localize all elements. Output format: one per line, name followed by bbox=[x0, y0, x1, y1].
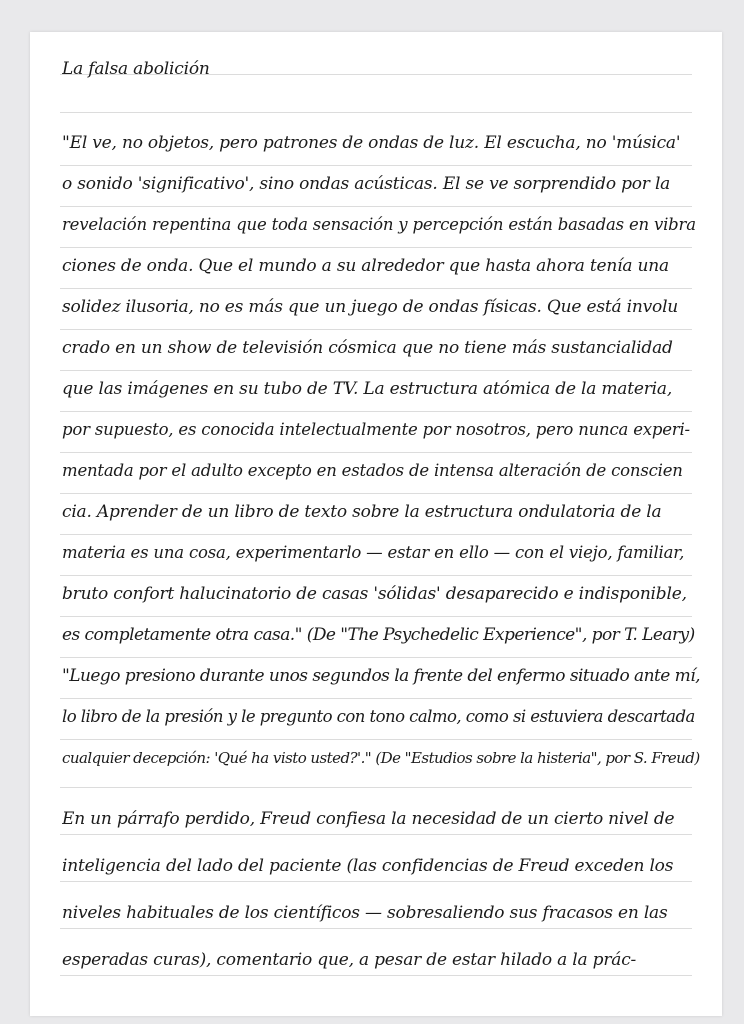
ruled-line bbox=[60, 411, 692, 412]
ruled-line bbox=[60, 698, 692, 699]
quote-line: es completamente otra casa." (De "The Psychedelic Experience", por T. Leary) bbox=[62, 625, 695, 645]
quote-line: cualquier decepción: 'Qué ha visto usted?'." (De "Estudios sobre la histeria", por S. Freud) bbox=[62, 749, 700, 767]
paragraph-line: esperadas curas), comentario que, a pesar de estar hilado a la prác- bbox=[62, 950, 637, 970]
quote-line: lo libro de la presión y le pregunto con tono calmo, como si estuviera descartada bbox=[62, 707, 695, 726]
ruled-line bbox=[60, 329, 692, 330]
ruled-line bbox=[60, 575, 692, 576]
quote-line: bruto confort halucinatorio de casas 'sólidas' desaparecido e indisponible, bbox=[62, 584, 687, 604]
quote-line: mentada por el adulto excepto en estados de intensa alteración de conscien bbox=[62, 461, 683, 480]
ruled-line bbox=[60, 787, 692, 788]
ruled-line bbox=[60, 288, 692, 289]
quote-line: "El ve, no objetos, pero patrones de ondas de luz. El escucha, no 'música' bbox=[62, 133, 681, 153]
page-title: La falsa abolición bbox=[62, 59, 210, 79]
ruled-line bbox=[60, 657, 692, 658]
quote-line: que las imágenes en su tubo de TV. La estructura atómica de la materia, bbox=[62, 379, 673, 399]
quote-line: solidez ilusoria, no es más que un juego de ondas físicas. Que está involu bbox=[62, 297, 679, 317]
quote-line: "Luego presiono durante unos segundos la frente del enfermo situado ante mí, bbox=[62, 666, 700, 686]
ruled-line bbox=[60, 739, 692, 740]
ruled-line bbox=[60, 370, 692, 371]
ruled-line bbox=[60, 165, 692, 166]
ruled-line bbox=[60, 112, 692, 113]
notebook-page bbox=[30, 32, 722, 1016]
quote-line: crado en un show de televisión cósmica que no tiene más sustancialidad bbox=[62, 338, 673, 358]
paragraph-line: niveles habituales de los científicos — sobresaliendo sus fracasos en las bbox=[62, 903, 668, 923]
ruled-line bbox=[60, 616, 692, 617]
quote-line: materia es una cosa, experimentarlo — estar en ello — con el viejo, familiar, bbox=[62, 543, 685, 562]
quote-line: ciones de onda. Que el mundo a su alrededor que hasta ahora tenía una bbox=[62, 256, 669, 276]
ruled-line bbox=[60, 534, 692, 535]
ruled-line bbox=[60, 493, 692, 494]
quote-line: o sonido 'significativo', sino ondas acústicas. El se ve sorprendido por la bbox=[62, 174, 671, 194]
ruled-line bbox=[60, 206, 692, 207]
paragraph-line: En un párrafo perdido, Freud confiesa la necesidad de un cierto nivel de bbox=[62, 809, 675, 829]
ruled-line bbox=[60, 247, 692, 248]
quote-line: por supuesto, es conocida intelectualmente por nosotros, pero nunca experi- bbox=[62, 420, 690, 439]
paragraph-line: inteligencia del lado del paciente (las confidencias de Freud exceden los bbox=[62, 856, 674, 876]
quote-line: revelación repentina que toda sensación y percepción están basadas en vibra bbox=[62, 215, 696, 234]
quote-line: cia. Aprender de un libro de texto sobre la estructura ondulatoria de la bbox=[62, 502, 662, 522]
ruled-line bbox=[60, 452, 692, 453]
